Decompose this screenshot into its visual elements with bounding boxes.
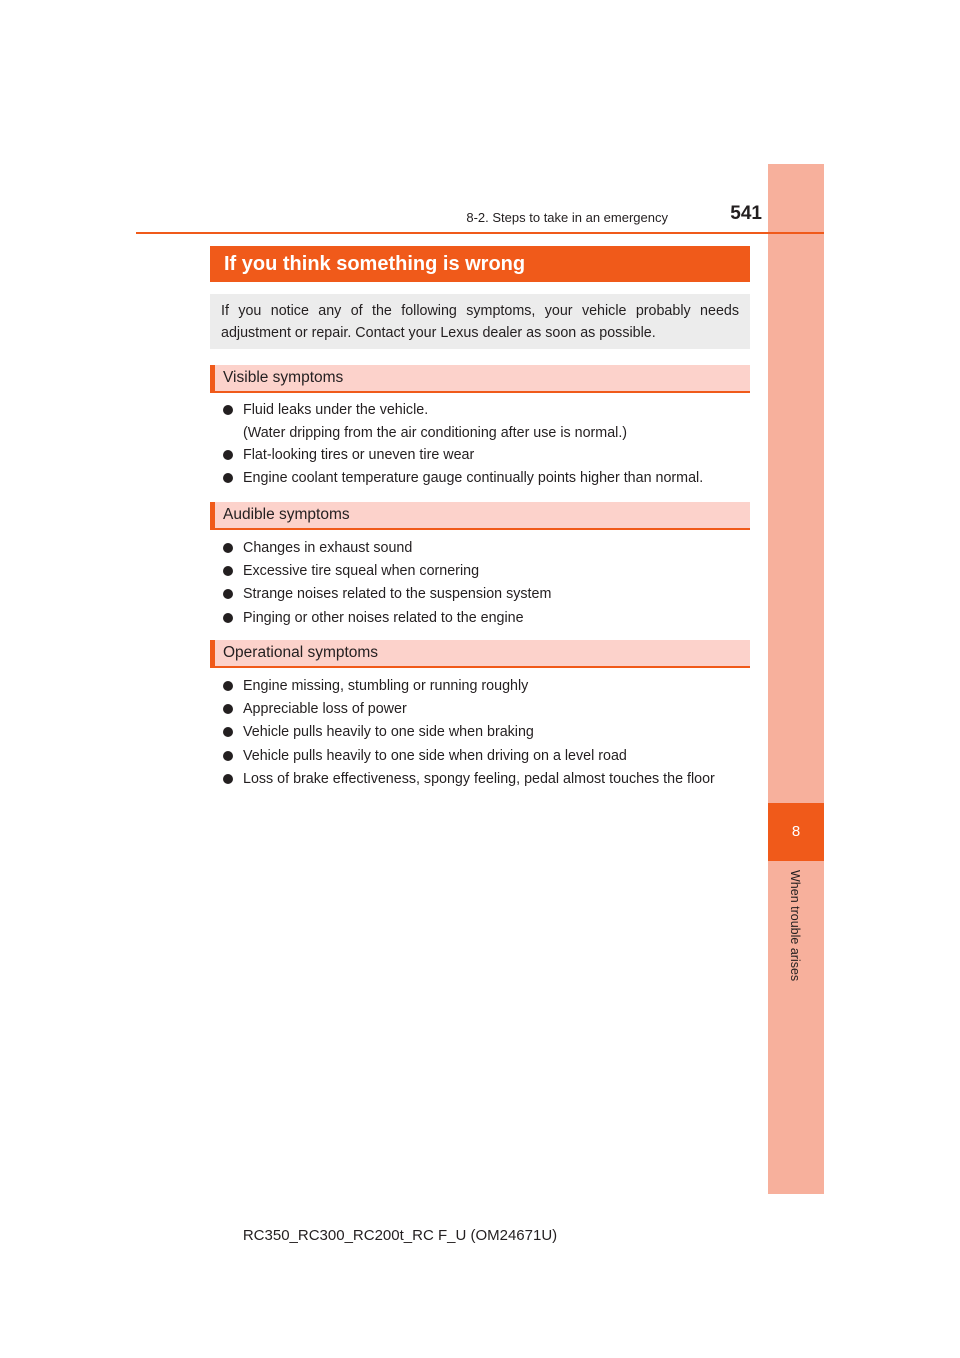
page-number: 541 xyxy=(730,203,762,224)
side-tab xyxy=(768,164,824,1194)
section-heading-text: Operational symptoms xyxy=(223,644,379,661)
bullet-icon xyxy=(223,589,233,599)
section-heading-text: Visible symptoms xyxy=(223,369,344,386)
bullet-icon xyxy=(223,751,233,761)
bullet-icon xyxy=(223,774,233,784)
chapter-label-text: When trouble arises xyxy=(788,870,802,982)
bullet-icon xyxy=(223,566,233,576)
bullet-icon xyxy=(223,681,233,691)
page-title: If you think something is wrong xyxy=(210,246,750,282)
chapter-label xyxy=(768,870,824,1000)
bullet-icon xyxy=(223,405,233,415)
bullet-icon xyxy=(223,613,233,623)
section-heading-operational xyxy=(210,640,750,668)
bullet-icon xyxy=(223,727,233,737)
header-rule xyxy=(136,232,824,234)
section-heading-audible xyxy=(210,502,750,530)
bullet-icon xyxy=(223,704,233,714)
section-heading-visible xyxy=(210,365,750,393)
bullet-icon xyxy=(223,543,233,553)
bullet-icon xyxy=(223,473,233,483)
footer-model-code: RC350_RC300_RC200t_RC F_U (OM24671U) xyxy=(242,1227,558,1244)
header-section-title: 8-2. Steps to take in an emergency xyxy=(466,210,668,225)
bullet-icon xyxy=(223,450,233,460)
chapter-number-tab[interactable]: 8 xyxy=(768,803,824,861)
section-heading-text: Audible symptoms xyxy=(223,506,350,523)
intro-box: If you notice any of the following symptoms, your vehicle probably needs adjustment or repair. Contact your Lexus dealer as soon as possible. xyxy=(210,294,750,349)
